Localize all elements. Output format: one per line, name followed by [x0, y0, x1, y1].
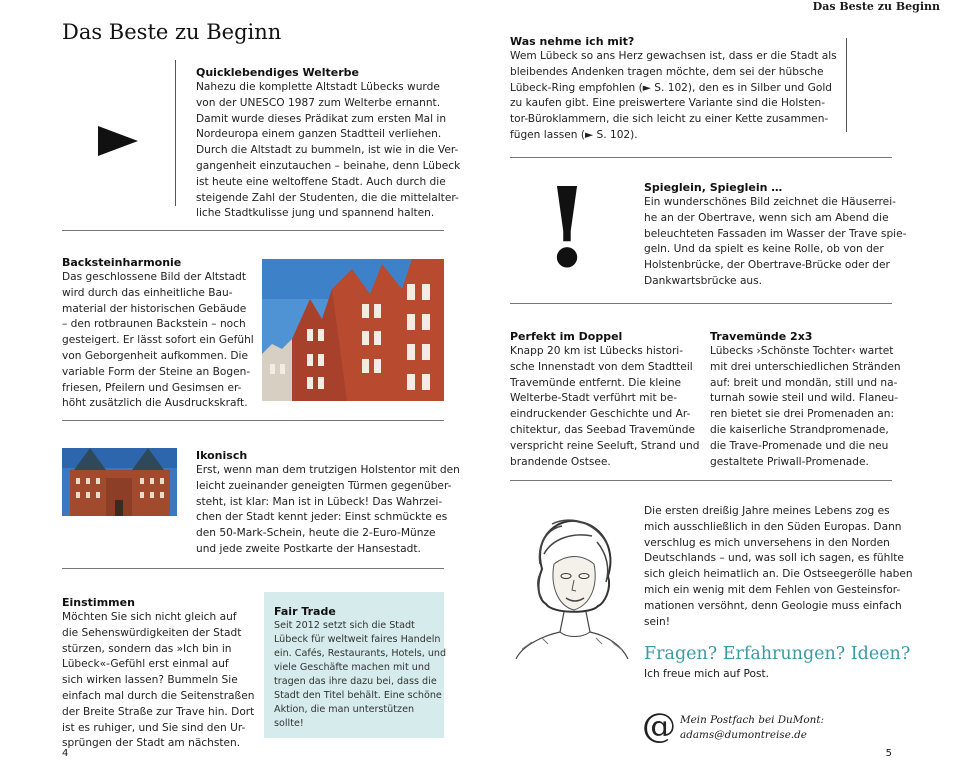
text-line: chen der Stadt kennt jeder: Einst schmückte es	[196, 511, 448, 524]
text-line: Lübeck für weltweit faires Handeln	[274, 634, 441, 645]
text-line: sche Innenstadt von dem Stadtteil	[510, 360, 693, 373]
doppel-text	[510, 344, 700, 470]
text-line: viele Geschäfte machen mit und	[274, 662, 431, 673]
backstein-text	[62, 270, 254, 412]
fairtrade-box	[264, 592, 447, 738]
text-line: mich ein wenig mit dem Fehlen von Gesteinsfor-	[644, 583, 901, 596]
running-head: Das Beste zu Beginn	[812, 0, 940, 13]
text-line: ein. Cafés, Restaurants, Hotels, und	[274, 648, 447, 659]
text-line: zu kaufen gibt. Eine preiswertere Variante sind die Holsten-	[510, 97, 826, 110]
einstimmen-text	[62, 610, 255, 752]
text-line: Stadt den Titel behält. Eine schöne	[274, 690, 442, 701]
text-line: friesen, Pfeilern und Gesimsen er-	[62, 381, 242, 394]
section-rule	[62, 568, 444, 569]
post-text: Ich freue mich auf Post.	[644, 668, 770, 680]
welterbe-section	[196, 65, 461, 222]
text-line: verspricht reine Seeluft, Strand und	[510, 439, 700, 452]
page-title: Das Beste zu Beginn	[62, 20, 282, 44]
text-line: fügen lassen (► S. 102).	[510, 128, 638, 141]
fairtrade-text	[274, 619, 447, 731]
text-line: material der historischen Gebäude	[62, 302, 247, 315]
mitnehmen-heading: Was nehme ich mit?	[510, 35, 635, 48]
backstein-heading: Backsteinharmonie	[62, 256, 182, 269]
text-line: beleuchteten Fassaden im Wasser der Trave spie-	[644, 227, 907, 240]
text-line: sich wirken lassen? Bummeln Sie	[62, 674, 238, 687]
text-line: ren bietet sie drei Promenaden an:	[710, 408, 895, 421]
text-line: von Geborgenheit aufkommen. Die	[62, 349, 248, 362]
text-line: höht zusätzlich die Ausdruckskraft.	[62, 397, 248, 410]
text-line: tor-Büroklammern, die sich leicht zu einer Kette zusammen-	[510, 113, 829, 126]
text-line: liche Stadtkulisse jung und spannend halten.	[196, 207, 435, 220]
ikonisch-section	[196, 448, 460, 558]
mitnehmen-section	[510, 34, 837, 144]
author-text	[644, 504, 913, 630]
mitnehmen-text	[510, 49, 837, 144]
section-rule	[62, 420, 444, 421]
questions-heading: Fragen? Erfahrungen? Ideen?	[644, 644, 911, 664]
email-link[interactable]: adams@dumontreise.de	[680, 729, 807, 741]
text-line: Durch die Altstadt zu bummeln, ist wie in die Ver-	[196, 144, 459, 157]
fairtrade-heading: Fair Trade	[274, 605, 336, 618]
text-line: he an der Obertrave, wenn sich am Abend die	[644, 211, 889, 224]
text-line: Nahezu die komplette Altstadt Lübecks wurde	[196, 81, 440, 93]
text-line: mich ausschließlich in den Süden Europas. Dann	[644, 520, 902, 533]
spieglein-text	[644, 195, 907, 290]
text-line: Ein wunderschönes Bild zeichnet die Häuserrei-	[644, 196, 896, 208]
text-line: steht, ist klar: Man ist in Lübeck! Das Wahrzei-	[196, 495, 443, 508]
einstimmen-heading: Einstimmen	[62, 596, 135, 609]
text-line: wird durch das einheitliche Bau-	[62, 286, 233, 299]
brick-facade-photo	[262, 259, 444, 401]
welterbe-heading: Quicklebendiges Welterbe	[196, 66, 359, 79]
travemuende-heading: Travemünde 2x3	[710, 330, 813, 343]
text-line: Deutschlands – und, was soll ich sagen, es fühlte	[644, 552, 904, 565]
page-number-left: 4	[62, 748, 69, 759]
text-line: tragen das ihre dazu bei, dass die	[274, 676, 437, 687]
text-line: mationen versöhnt, denn Geologie muss einfach	[644, 599, 902, 612]
text-line: sich gleich heimatlich an. Die Ostseegeröllе haben	[644, 568, 913, 581]
text-line: Erst, wenn man dem trutzigen Holstentor mit den	[196, 464, 460, 476]
text-line: Lübeck«-Gefühl erst einmal auf	[62, 658, 229, 671]
text-line: gesteigert. Er lässt sofort ein Gefühl	[62, 334, 254, 347]
welterbe-text	[196, 80, 461, 222]
text-line: den 50-Mark-Schein, heute die 2-Euro-Münze	[196, 527, 436, 540]
text-line: steigende Zahl der Studenten, die die mittelalter-	[196, 191, 459, 204]
section-rule	[510, 157, 892, 158]
text-line: Lübeck-Ring empfohlen (► S. 102), den es in Silber und Gold	[510, 81, 832, 94]
text-line: Aktion, die man unterstützen	[274, 704, 415, 715]
einstimmen-section	[62, 595, 255, 752]
text-line: mit drei unterschiedlichen Stränden	[710, 360, 901, 373]
text-line: ist es ruhiger, und Sie sind den Ur-	[62, 721, 246, 734]
text-line: auf: breit und mondän, still und na-	[710, 376, 898, 389]
text-line: Knapp 20 km ist Lübecks histori-	[510, 345, 684, 357]
section-rule	[62, 230, 444, 231]
spieglein-section	[644, 180, 907, 290]
postfach-label: Mein Postfach bei DuMont:	[680, 714, 825, 726]
text-line: sprüngen der Stadt am nächsten.	[62, 737, 241, 750]
backstein-section	[62, 255, 254, 412]
travemuende-text	[710, 344, 901, 470]
text-line: leicht zueinander geneigten Türmen gegenüber-	[196, 479, 452, 492]
text-line: Holstenbrücke, der Obertrave-Brücke oder der	[644, 259, 890, 272]
text-line: von der UNESCO 1987 zum Welterbe ernannt.	[196, 96, 441, 109]
welterbe-divider	[175, 60, 176, 206]
text-line: Damit wurde dieses Prädikat zum ersten Mal in	[196, 112, 447, 125]
author-portrait	[512, 514, 630, 659]
text-line: Dankwartsbrücke aus.	[644, 274, 763, 287]
text-line: variable Form der Steine an Bogen-	[62, 365, 251, 378]
text-line: sollte!	[274, 718, 304, 729]
text-line: gestaltete Priwall-Promenade.	[710, 455, 869, 468]
play-arrow-icon	[98, 126, 138, 156]
text-line: gangenheit einzutauchen – beinahe, denn Lübeck	[196, 159, 461, 172]
text-line: Lübecks ›Schönste Tochter‹ wartet	[710, 345, 894, 357]
ikonisch-text	[196, 463, 460, 558]
text-line: Die ersten dreißig Jahre meines Lebens zog es	[644, 505, 890, 517]
text-line: Das geschlossene Bild der Altstadt	[62, 271, 247, 283]
at-symbol-icon: @	[642, 706, 676, 746]
text-line: turnah sowie steil und wild. Flaneu-	[710, 392, 899, 405]
section-rule	[510, 480, 892, 481]
text-line: ist heute eine weltoffene Stadt. Auch durch die	[196, 175, 446, 188]
text-line: sein!	[644, 615, 670, 628]
text-line: chitektur, das Seebad Travemünde	[510, 423, 695, 436]
text-line: Seit 2012 setzt sich die Stadt	[274, 620, 415, 631]
text-line: die Trave-Promenade und die neu	[710, 439, 889, 452]
text-line: stürzen, sondern das »Ich bin in	[62, 642, 232, 655]
travemuende-section	[710, 329, 901, 470]
doppel-section	[510, 329, 700, 470]
text-line: Travemünde entfernt. Die kleine	[510, 376, 682, 389]
text-line: verschlug es mich unversehens in den Norden	[644, 536, 890, 549]
text-line: Möchten Sie sich nicht gleich auf	[62, 611, 237, 623]
mitnehmen-divider	[846, 38, 847, 132]
text-line: Wem Lübeck so ans Herz gewachsen ist, dass er die Stadt als	[510, 50, 837, 62]
ikonisch-heading: Ikonisch	[196, 449, 248, 462]
text-line: und jede zweite Postkarte der Hansestadt.	[196, 542, 421, 555]
text-line: – den rotbraunen Backstein – noch	[62, 318, 246, 331]
spieglein-heading: Spieglein, Spieglein …	[644, 181, 783, 194]
text-line: die kaiserliche Strandpromenade,	[710, 423, 889, 436]
text-line: der Breite Straße zur Trave hin. Dort	[62, 705, 255, 718]
text-line: einfach mal durch die Seitenstraßen	[62, 689, 255, 702]
text-line: eindruckender Geschichte und Ar-	[510, 408, 691, 421]
text-line: Welterbe-Stadt verführt mit be-	[510, 392, 678, 405]
author-section	[644, 504, 913, 630]
doppel-heading: Perfekt im Doppel	[510, 330, 623, 343]
text-line: die Sehenswürdigkeiten der Stadt	[62, 626, 242, 639]
text-line: bleibendes Andenken tragen möchte, dem sei der hübsche	[510, 65, 824, 78]
exclamation-mark: !	[542, 163, 592, 292]
page-number-right: 5	[885, 748, 892, 759]
text-line: geln. Und da spielt es keine Rolle, ob von der	[644, 243, 884, 256]
text-line: brandende Ostsee.	[510, 455, 611, 468]
holstentor-photo	[62, 448, 177, 516]
text-line: Nordeuropa einem ganzen Stadtteil verliehen.	[196, 128, 442, 141]
section-rule	[510, 303, 892, 304]
